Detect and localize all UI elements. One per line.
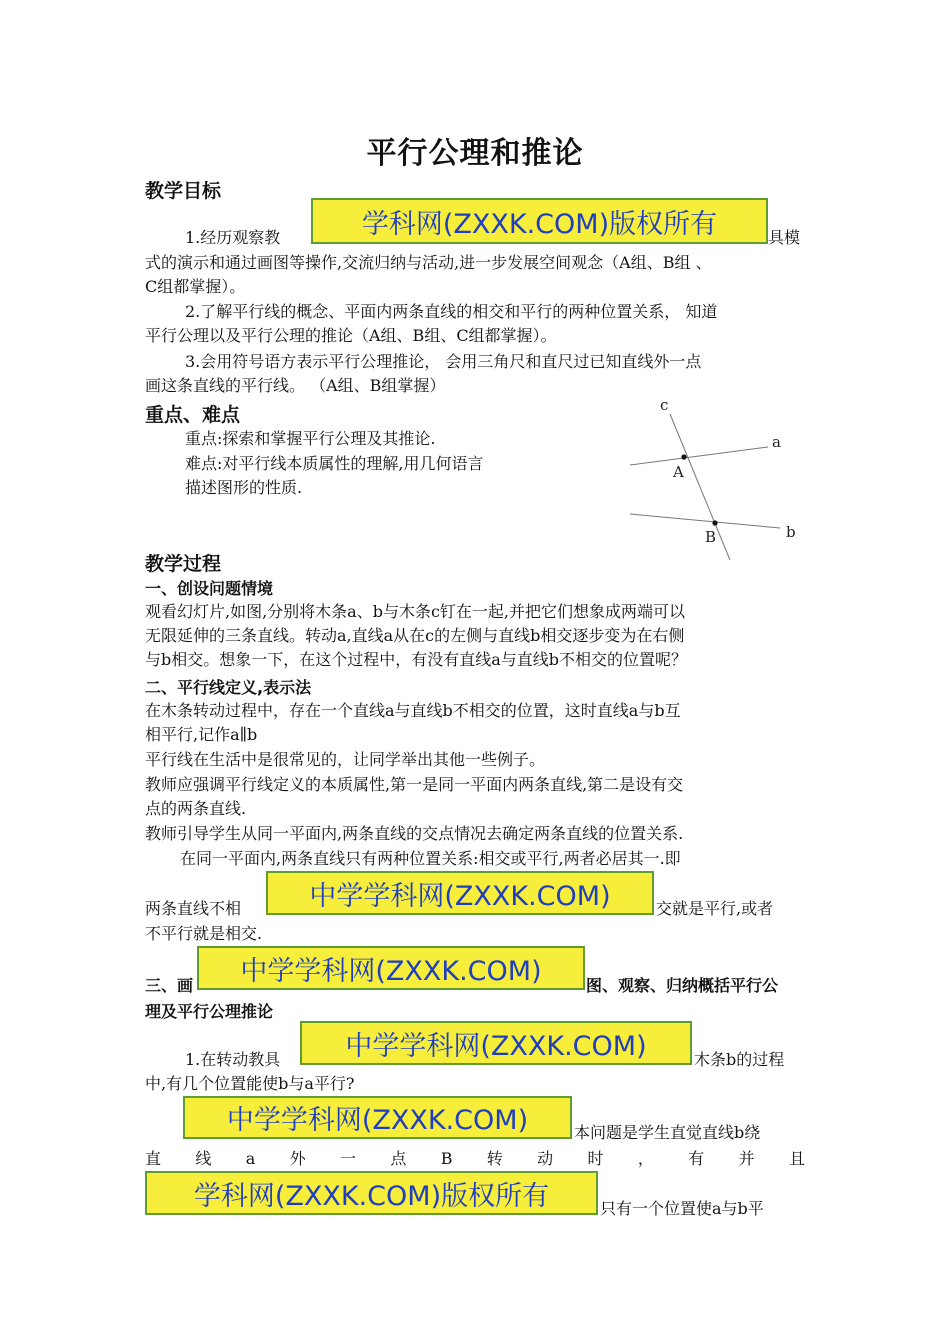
step2-line4: 教师应强调平行线定义的本质属性,第一是同一平面内两条直线,第二是设有交 bbox=[145, 775, 684, 794]
page-title: 平行公理和推论 bbox=[366, 136, 584, 171]
char: 一 bbox=[339, 1149, 356, 1168]
step2-line2: 相平行,记作a∥b bbox=[145, 725, 258, 744]
char: 时 bbox=[587, 1149, 604, 1168]
difficulty-line2: 描述图形的性质. bbox=[185, 478, 303, 497]
watermark-banner: 中学学科网(ZXXK.COM) bbox=[183, 1096, 572, 1139]
step3-line4 bbox=[145, 1147, 805, 1170]
step2-line8-start: 两条直线不相 bbox=[145, 899, 242, 918]
step2-line3: 平行线在生活中是很常见的，让同学举出其他一些例子。 bbox=[145, 750, 546, 769]
point-B bbox=[712, 520, 717, 525]
key-heading: 重点、难点 bbox=[145, 404, 241, 426]
line-b bbox=[630, 514, 780, 528]
step3-heading-end: 图、观察、归纳概括平行公 bbox=[586, 976, 779, 995]
label-a: a bbox=[772, 433, 781, 451]
step3-line3: 本问题是学生直觉直线b绕 bbox=[574, 1123, 761, 1142]
step2-line8-end: 交就是平行,或者 bbox=[656, 899, 774, 918]
char: 动 bbox=[537, 1149, 554, 1168]
char: ， bbox=[637, 1149, 654, 1168]
step3-heading-line2: 理及平行公理推论 bbox=[145, 1002, 274, 1021]
watermark-banner: 中学学科网(ZXXK.COM) bbox=[300, 1021, 692, 1065]
step2-line7: 在同一平面内,两条直线只有两种位置关系:相交或平行,两者必居其一.即 bbox=[180, 849, 681, 868]
label-A: A bbox=[673, 463, 684, 481]
step1-heading: 一、创设问题情境 bbox=[145, 579, 274, 598]
difficulty-line1: 难点:对平行线本质属性的理解,用几何语言 bbox=[185, 454, 484, 473]
char: 有 bbox=[688, 1149, 705, 1168]
goal1-line3: C组都掌握）。 bbox=[145, 277, 246, 296]
key-point: 重点:探索和掌握平行公理及其推论. bbox=[185, 429, 436, 448]
char: 外 bbox=[289, 1149, 306, 1168]
point-A bbox=[681, 454, 686, 459]
step3-line2: 中,有几个位置能使b与a平行? bbox=[145, 1074, 355, 1093]
watermark-banner: 学科网(ZXXK.COM)版权所有 bbox=[311, 198, 768, 244]
goal3-line1: 3.会用符号语方表示平行公理推论， 会用三角尺和直尺过已知直线外一点 bbox=[185, 352, 702, 371]
label-b: b bbox=[786, 523, 796, 541]
goal1-line1-end: 具模 bbox=[768, 228, 801, 247]
char: 转 bbox=[486, 1149, 503, 1168]
label-B: B bbox=[705, 528, 717, 546]
char: 且 bbox=[788, 1149, 805, 1168]
step2-line5: 点的两条直线. bbox=[145, 799, 247, 818]
step3-heading-start: 三、画 bbox=[145, 976, 194, 995]
char: 点 bbox=[390, 1149, 407, 1168]
parallel-lines-figure bbox=[620, 392, 820, 567]
step1-line1: 观看幻灯片,如图,分别将木条a、b与木条c钉在一起,并把它们想象成两端可以 bbox=[145, 602, 686, 621]
goal2-line2: 平行公理以及平行公理的推论（A组、B组、C组都掌握）。 bbox=[145, 326, 557, 345]
step1-line2: 无限延伸的三条直线。转动a,直线a从在c的左侧与直线b相交逐步变为在右侧 bbox=[145, 626, 685, 645]
watermark-banner: 中学学科网(ZXXK.COM) bbox=[197, 946, 585, 990]
goal1-line1-start: 1.经历观察教 bbox=[185, 228, 281, 247]
step3-line1-start: 1.在转动教具 bbox=[185, 1050, 281, 1069]
step2-heading: 二、平行线定义,表示法 bbox=[145, 678, 312, 697]
watermark-banner: 中学学科网(ZXXK.COM) bbox=[266, 871, 654, 915]
step2-line9: 不平行就是相交. bbox=[145, 924, 263, 943]
step3-line1-end: 木条b的过程 bbox=[694, 1050, 785, 1069]
char: a bbox=[245, 1149, 256, 1168]
step3-line5: 只有一个位置使a与b平 bbox=[600, 1199, 764, 1218]
step2-line6: 教师引导学生从同一平面内,两条直线的交点情况去确定两条直线的位置关系. bbox=[145, 824, 684, 843]
goal1-line2: 式的演示和通过画图等操作,交流归纳与活动,进一步发展空间观念（A组、B组 、 bbox=[145, 253, 712, 272]
char: 并 bbox=[738, 1149, 755, 1168]
char: B bbox=[440, 1149, 453, 1168]
char: 直 bbox=[145, 1149, 162, 1168]
line-c bbox=[670, 414, 730, 560]
step2-line1: 在木条转动过程中，存在一个直线a与直线b不相交的位置，这时直线a与b互 bbox=[145, 701, 681, 720]
process-heading: 教学过程 bbox=[145, 553, 222, 575]
watermark-banner: 学科网(ZXXK.COM)版权所有 bbox=[145, 1171, 598, 1215]
char: 线 bbox=[195, 1149, 212, 1168]
step1-line3: 与b相交。想象一下，在这个过程中，有没有直线a与直线b不相交的位置呢？ bbox=[145, 650, 688, 669]
goal3-line2: 画这条直线的平行线。 （A组、B组掌握） bbox=[145, 376, 446, 395]
label-c: c bbox=[660, 396, 669, 414]
goal2-line1: 2.了解平行线的概念、平面内两条直线的相交和平行的两种位置关系， 知道 bbox=[185, 302, 718, 321]
goals-heading: 教学目标 bbox=[145, 180, 222, 202]
line-a bbox=[630, 447, 768, 465]
